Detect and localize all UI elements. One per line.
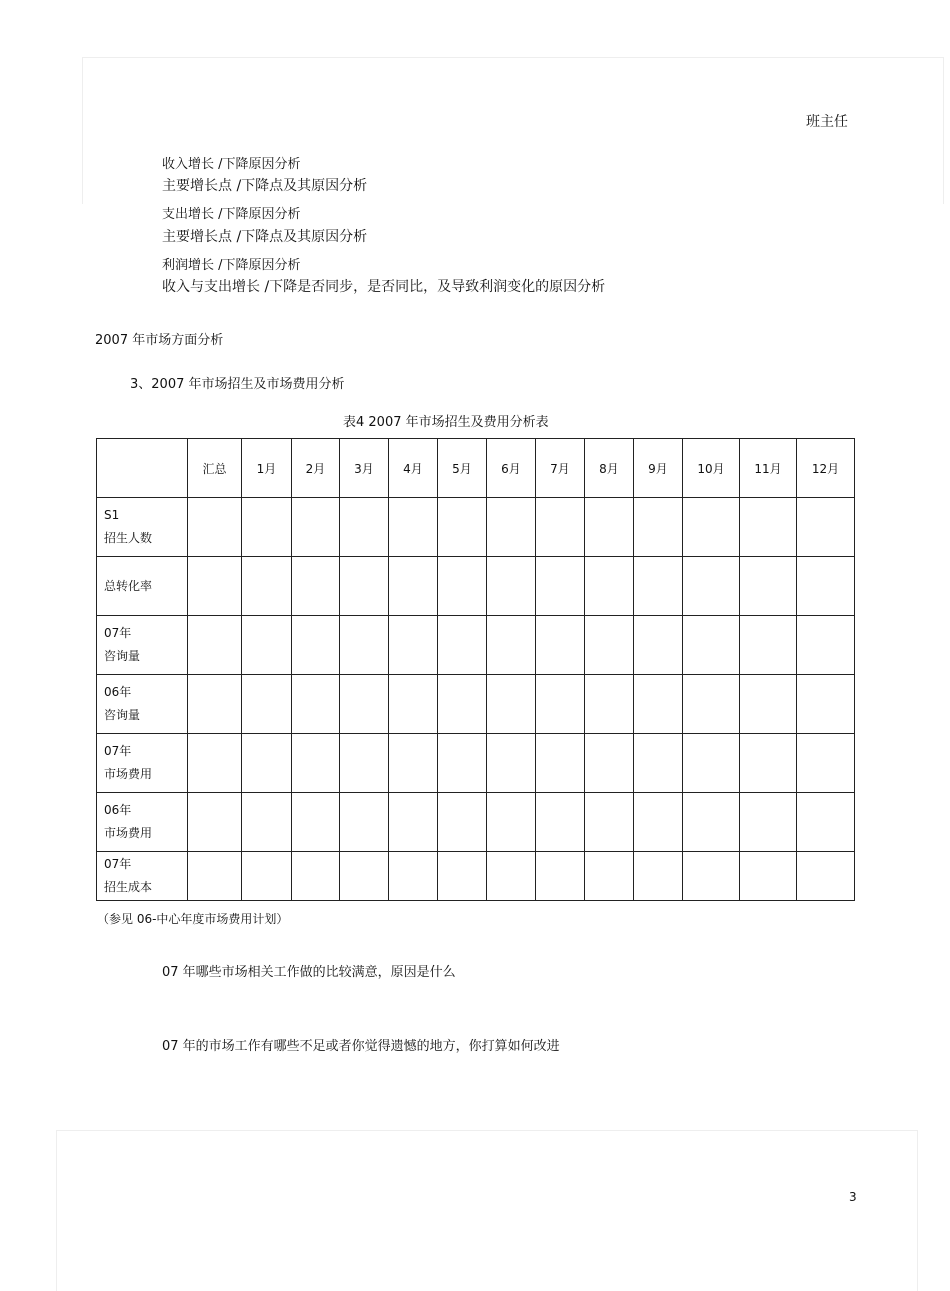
table-row — [97, 852, 855, 901]
table-cell — [683, 616, 740, 675]
table-row — [97, 675, 855, 734]
header-cell: 5月 — [438, 439, 487, 498]
table-note: （参见 06-中心年度市场费用计划） — [97, 912, 289, 926]
table-cell — [585, 675, 634, 734]
header-cell: 汇总 — [188, 439, 242, 498]
header-cell: 1月 — [242, 439, 292, 498]
table-cell — [740, 498, 797, 557]
analysis-line: 收入与支出增长 /下降是否同步，是否同比，及导致利润变化的原因分析 — [162, 279, 606, 295]
row-label-line: 招生成本 — [104, 880, 153, 894]
row-label — [97, 498, 188, 557]
table-cell — [797, 616, 855, 675]
page-number: 3 — [849, 1190, 857, 1204]
table-cell — [389, 734, 438, 793]
table-cell — [389, 852, 438, 901]
table-cell — [292, 675, 340, 734]
table-cell — [536, 852, 585, 901]
table-cell — [438, 616, 487, 675]
row-label-line: 招生人数 — [104, 531, 153, 545]
table-cell — [340, 852, 389, 901]
row-label — [97, 793, 188, 852]
table-cell — [797, 675, 855, 734]
table-cell — [340, 675, 389, 734]
question-satisfied: 07 年哪些市场相关工作做的比较满意，原因是什么 — [162, 965, 456, 980]
table-cell — [188, 557, 242, 616]
table-cell — [797, 498, 855, 557]
row-label-line: 市场费用 — [104, 826, 153, 840]
row-label-line: 07年 — [104, 857, 132, 871]
table-cell — [797, 734, 855, 793]
table-cell — [487, 498, 536, 557]
table-cell — [438, 557, 487, 616]
table-cell — [536, 498, 585, 557]
table-cell — [438, 734, 487, 793]
header-cell: 8月 — [585, 439, 634, 498]
table-cell — [188, 734, 242, 793]
row-label — [97, 852, 188, 901]
row-label-line: 06年 — [104, 803, 132, 817]
table-cell — [340, 616, 389, 675]
table-cell — [487, 734, 536, 793]
row-label-line: S1 — [104, 508, 120, 522]
table-cell — [340, 557, 389, 616]
table-cell — [740, 675, 797, 734]
analysis-line: 主要增长点 /下降点及其原因分析 — [162, 178, 368, 194]
table-cell — [740, 852, 797, 901]
table-cell — [389, 675, 438, 734]
table-cell — [740, 734, 797, 793]
header-cell: 3月 — [340, 439, 389, 498]
row-label-line: 07年 — [104, 744, 132, 758]
table-cell — [242, 557, 292, 616]
table-cell — [438, 793, 487, 852]
table-cell — [740, 793, 797, 852]
table-cell — [389, 793, 438, 852]
table-cell — [292, 852, 340, 901]
header-cell: 4月 — [389, 439, 438, 498]
table-cell — [242, 793, 292, 852]
table-cell — [292, 557, 340, 616]
table-cell — [683, 852, 740, 901]
table-cell — [585, 734, 634, 793]
table-cell — [487, 557, 536, 616]
table-cell — [438, 852, 487, 901]
table-cell — [683, 557, 740, 616]
table-cell — [634, 498, 683, 557]
table-cell — [292, 734, 340, 793]
row-label — [97, 616, 188, 675]
table-cell — [242, 734, 292, 793]
table-cell — [340, 793, 389, 852]
table-cell — [487, 616, 536, 675]
section-title: 2007 年市场方面分析 — [95, 333, 224, 348]
header-cell: 7月 — [536, 439, 585, 498]
table-cell — [188, 498, 242, 557]
table-cell — [242, 675, 292, 734]
table-cell — [740, 557, 797, 616]
table-cell — [585, 498, 634, 557]
table-row — [97, 793, 855, 852]
table-cell — [536, 675, 585, 734]
table-cell — [585, 616, 634, 675]
header-cell — [97, 439, 188, 498]
table-cell — [634, 675, 683, 734]
table-cell — [634, 616, 683, 675]
analysis-line: 支出增长 /下降原因分析 — [162, 207, 301, 222]
table-caption: 表4 2007 年市场招生及费用分析表 — [343, 415, 549, 430]
table-cell — [634, 557, 683, 616]
table-cell — [797, 793, 855, 852]
row-label-line: 06年 — [104, 685, 132, 699]
row-label — [97, 557, 188, 616]
table-row — [97, 498, 855, 557]
table-cell — [797, 852, 855, 901]
table-row — [97, 734, 855, 793]
market-analysis-table — [96, 438, 855, 901]
table-cell — [634, 852, 683, 901]
header-cell: 2月 — [292, 439, 340, 498]
analysis-line: 收入增长 /下降原因分析 — [162, 157, 301, 172]
table-cell — [188, 852, 242, 901]
table-cell — [292, 793, 340, 852]
table-cell — [683, 734, 740, 793]
table-cell — [487, 852, 536, 901]
analysis-line: 主要增长点 /下降点及其原因分析 — [162, 229, 368, 245]
table-cell — [683, 793, 740, 852]
table-cell — [188, 616, 242, 675]
table-cell — [740, 616, 797, 675]
table-cell — [389, 498, 438, 557]
table-cell — [292, 616, 340, 675]
table-cell — [340, 498, 389, 557]
row-label-line: 市场费用 — [104, 767, 153, 781]
table-cell — [188, 793, 242, 852]
table-row — [97, 616, 855, 675]
table-cell — [536, 793, 585, 852]
table-cell — [389, 616, 438, 675]
table-cell — [487, 675, 536, 734]
table-cell — [797, 557, 855, 616]
header-cell: 10月 — [683, 439, 740, 498]
table-cell — [683, 498, 740, 557]
table-cell — [634, 734, 683, 793]
table-cell — [340, 734, 389, 793]
table-cell — [438, 498, 487, 557]
table-cell — [536, 734, 585, 793]
table-cell — [242, 616, 292, 675]
table-cell — [536, 616, 585, 675]
table-cell — [292, 498, 340, 557]
table-cell — [585, 852, 634, 901]
row-label — [97, 734, 188, 793]
table-cell — [634, 793, 683, 852]
row-label-line: 咨询量 — [104, 649, 141, 663]
row-label — [97, 675, 188, 734]
table-cell — [683, 675, 740, 734]
table-cell — [585, 793, 634, 852]
table-cell — [389, 557, 438, 616]
table-cell — [242, 852, 292, 901]
header-cell: 9月 — [634, 439, 683, 498]
table-header-row — [97, 439, 855, 498]
header-cell: 6月 — [487, 439, 536, 498]
table-cell — [487, 793, 536, 852]
header-right-label: 班主任 — [806, 114, 848, 130]
row-label-line: 咨询量 — [104, 708, 141, 722]
row-label-line: 总转化率 — [104, 578, 153, 593]
table-cell — [536, 557, 585, 616]
table-cell — [438, 675, 487, 734]
table-row — [97, 557, 855, 616]
header-cell: 11月 — [740, 439, 797, 498]
page-border-bottom — [56, 1130, 918, 1291]
table-cell — [585, 557, 634, 616]
subsection-title: 3、2007 年市场招生及市场费用分析 — [130, 377, 345, 392]
table-cell — [242, 498, 292, 557]
analysis-line: 利润增长 /下降原因分析 — [162, 258, 301, 273]
question-improve: 07 年的市场工作有哪些不足或者你觉得遗憾的地方，你打算如何改进 — [162, 1039, 560, 1054]
header-cell: 12月 — [797, 439, 855, 498]
row-label-line: 07年 — [104, 626, 132, 640]
table-cell — [188, 675, 242, 734]
